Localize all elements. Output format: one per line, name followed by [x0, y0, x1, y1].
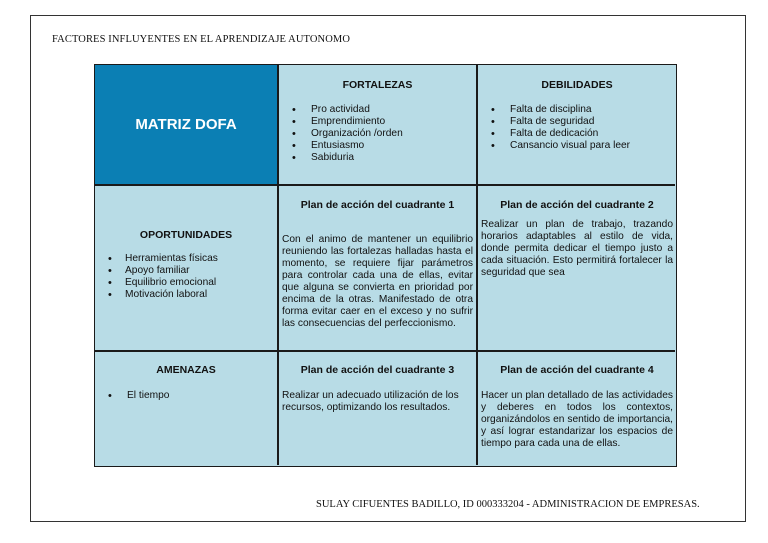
oportunidades-heading: OPORTUNIDADES [139, 229, 233, 241]
list-item: • Falta de disciplina [486, 104, 668, 116]
grid-divider [95, 184, 675, 186]
quadrant-3-text: Realizar un adecuado utilización de los recursos, optimizando los resultados. [282, 390, 459, 413]
grid-divider [476, 65, 478, 465]
quadrant-1-heading: Plan de acción del cuadrante 1 [300, 199, 455, 211]
list-item: • Pro actividad [287, 104, 468, 116]
quadrant-4-heading: Plan de acción del cuadrante 4 [500, 364, 654, 376]
fortalezas-heading: FORTALEZAS [342, 79, 413, 91]
debilidades-heading: DEBILIDADES [541, 79, 613, 91]
list-item: • Falta de dedicación [486, 128, 668, 140]
list-item: • Entusiasmo [287, 140, 468, 152]
quadrant-1-cell [279, 186, 476, 350]
list-item: • Apoyo familiar [103, 265, 269, 277]
dofa-matrix [94, 64, 677, 467]
amenazas-list [103, 390, 269, 402]
list-item: • Herramientas físicas [103, 253, 269, 265]
debilidades-list [486, 104, 668, 152]
list-item: • El tiempo [103, 390, 269, 402]
quadrant-2-cell [478, 186, 676, 350]
list-item: • Motivación laboral [103, 289, 269, 301]
amenazas-heading: AMENAZAS [156, 364, 216, 376]
quadrant-3-cell [279, 352, 476, 465]
list-item: • Organización /orden [287, 128, 468, 140]
grid-divider [95, 350, 675, 352]
fortalezas-cell [279, 65, 476, 184]
quadrant-4-cell [478, 352, 676, 465]
debilidades-cell [478, 65, 676, 184]
document-header: FACTORES INFLUYENTES EN EL APRENDIZAJE AUTONOMO [52, 34, 351, 45]
quadrant-4-text: Hacer un plan detallado de las actividades y deberes en todos los contextos, organizándolos en sentido de importancia, y así lograr estandarizar los espacios de tiempo para cada una de ellas. [481, 390, 673, 449]
list-item: • Equilibrio emocional [103, 277, 269, 289]
document-footer: SULAY CIFUENTES BADILLO, ID 000333204 - ADMINISTRACION DE EMPRESAS. [316, 499, 700, 510]
quadrant-2-heading: Plan de acción del cuadrante 2 [500, 199, 654, 211]
list-item: • Falta de seguridad [486, 116, 668, 128]
list-item: • Emprendimiento [287, 116, 468, 128]
oportunidades-cell [95, 186, 277, 350]
list-item: • Cansancio visual para leer [486, 140, 668, 152]
matrix-title: MATRIZ DOFA [95, 65, 277, 184]
amenazas-cell [95, 352, 277, 465]
list-item: • Sabiduria [287, 152, 468, 164]
quadrant-3-heading: Plan de acción del cuadrante 3 [300, 364, 455, 376]
quadrant-1-text: Con el animo de mantener un equilibrio reuniendo las fortalezas halladas hasta el momento, se requiere fijar parámetros para controlar cada una de ellas, evitar que alguna se convierta en prioridad por encima de la otras. Manifestado de otra forma evitar caer en el exceso y no sufrir las consecuencias del perfeccionismo. [282, 234, 473, 329]
grid-divider [277, 65, 279, 465]
quadrant-2-text: Realizar un plan de trabajo, trazando horarios adaptables al estilo de vida, donde permita dedicar el tiempo justo a cada situación. Esto permitirá fortalecer la seguridad que sea [481, 219, 673, 278]
oportunidades-list [103, 253, 269, 301]
fortalezas-list [287, 104, 468, 164]
